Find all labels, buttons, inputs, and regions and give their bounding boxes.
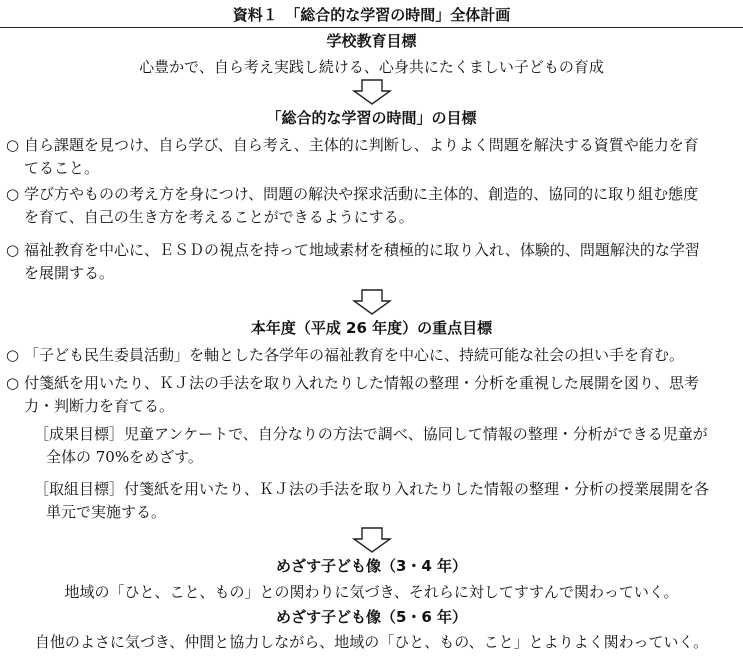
child-image-56-text: 自他のよさに気づき、仲間と協力しながら、地域の「ひと、もの、こと」とよりよく関わっていく。 — [34, 633, 709, 651]
action-goal-line1: ［取組目標］付箋紙を用いたり、ＫＪ法の手法を取り入れたりした情報の整理・分析の授業展開を各 — [34, 480, 710, 498]
sogo-goal-item — [6, 183, 739, 229]
outcome-goal — [34, 423, 739, 469]
child-image-34-heading: めざす子ども像（3・4 年） — [275, 557, 468, 575]
child-image-56-heading: めざす子ども像（5・6 年） — [275, 608, 468, 626]
sogo-goal-item-line2: を展開する。 — [24, 264, 115, 282]
action-goal-line2: 単元で実施する。 — [46, 503, 167, 521]
sogo-goal-item-line1: 福祉教育を中心に、ＥＳＤの視点を持って地域素材を積極的に取り入れ、体験的、問題解決的な学習 — [24, 241, 700, 259]
outcome-goal-line2: 全体の 70%をめざす。 — [46, 448, 203, 466]
circle-bullet: ○ — [6, 346, 20, 364]
sogo-goal-item — [6, 239, 739, 285]
action-goal — [34, 478, 739, 524]
year-goal-item — [6, 372, 739, 418]
sogo-goal-item-line1: 学び方やものの考え方を身につけ、問題の解決や探求活動に主体的、創造的、協同的に取り組む態度 — [24, 185, 699, 203]
sogo-goal-heading: 「総合的な学習の時間」の目標 — [266, 109, 477, 127]
child-image-34-text: 地域の「ひと、こと、もの」との関わりに気づき、それらに対してすすんで関わっていく。 — [64, 583, 679, 601]
circle-bullet: ○ — [6, 241, 20, 259]
circle-bullet: ○ — [6, 136, 20, 154]
down-arrow-icon — [352, 79, 392, 105]
down-arrow-icon — [352, 527, 392, 553]
year-goal-item-line2: 力・判断力を育てる。 — [24, 397, 175, 415]
document-title: 資料１ 「総合的な学習の時間」全体計画 — [232, 6, 511, 24]
year-goal-item-line1: 「子ども民生委員活動」を軸とした各学年の福祉教育を中心に、持続可能な社会の担い手を育む。 — [24, 346, 685, 364]
school-goal-heading: 学校教育目標 — [326, 32, 417, 50]
sogo-goal-item-line2: てること。 — [24, 159, 100, 177]
sogo-goal-item — [6, 134, 739, 180]
sogo-goal-item-line2: を育て、自己の生き方を考えることができるようにする。 — [24, 208, 414, 226]
circle-bullet: ○ — [6, 374, 20, 392]
circle-bullet: ○ — [6, 185, 20, 203]
year-goal-item-line1: 付箋紙を用いたり、ＫＪ法の手法を取り入れたりした情報の整理・分析を重視した展開を図り、思考 — [24, 374, 700, 392]
outcome-goal-line1: ［成果目標］児童アンケートで、自分なりの方法で調べ、協同して情報の整理・分析ができる児童が — [34, 425, 708, 443]
down-arrow-icon — [352, 289, 392, 315]
year-goal-item — [6, 344, 739, 367]
school-goal-text: 心豊かで、自ら考え実践し続ける、心身共にたくましい子どもの育成 — [139, 58, 604, 76]
sogo-goal-item-line1: 自ら課題を見つけ、自ら学び、自ら考え、主体的に判断し、よりよく問題を解決する資質や能力を育 — [24, 136, 699, 154]
title-divider — [0, 27, 743, 28]
year-goal-heading: 本年度（平成 26 年度）の重点目標 — [250, 319, 493, 337]
